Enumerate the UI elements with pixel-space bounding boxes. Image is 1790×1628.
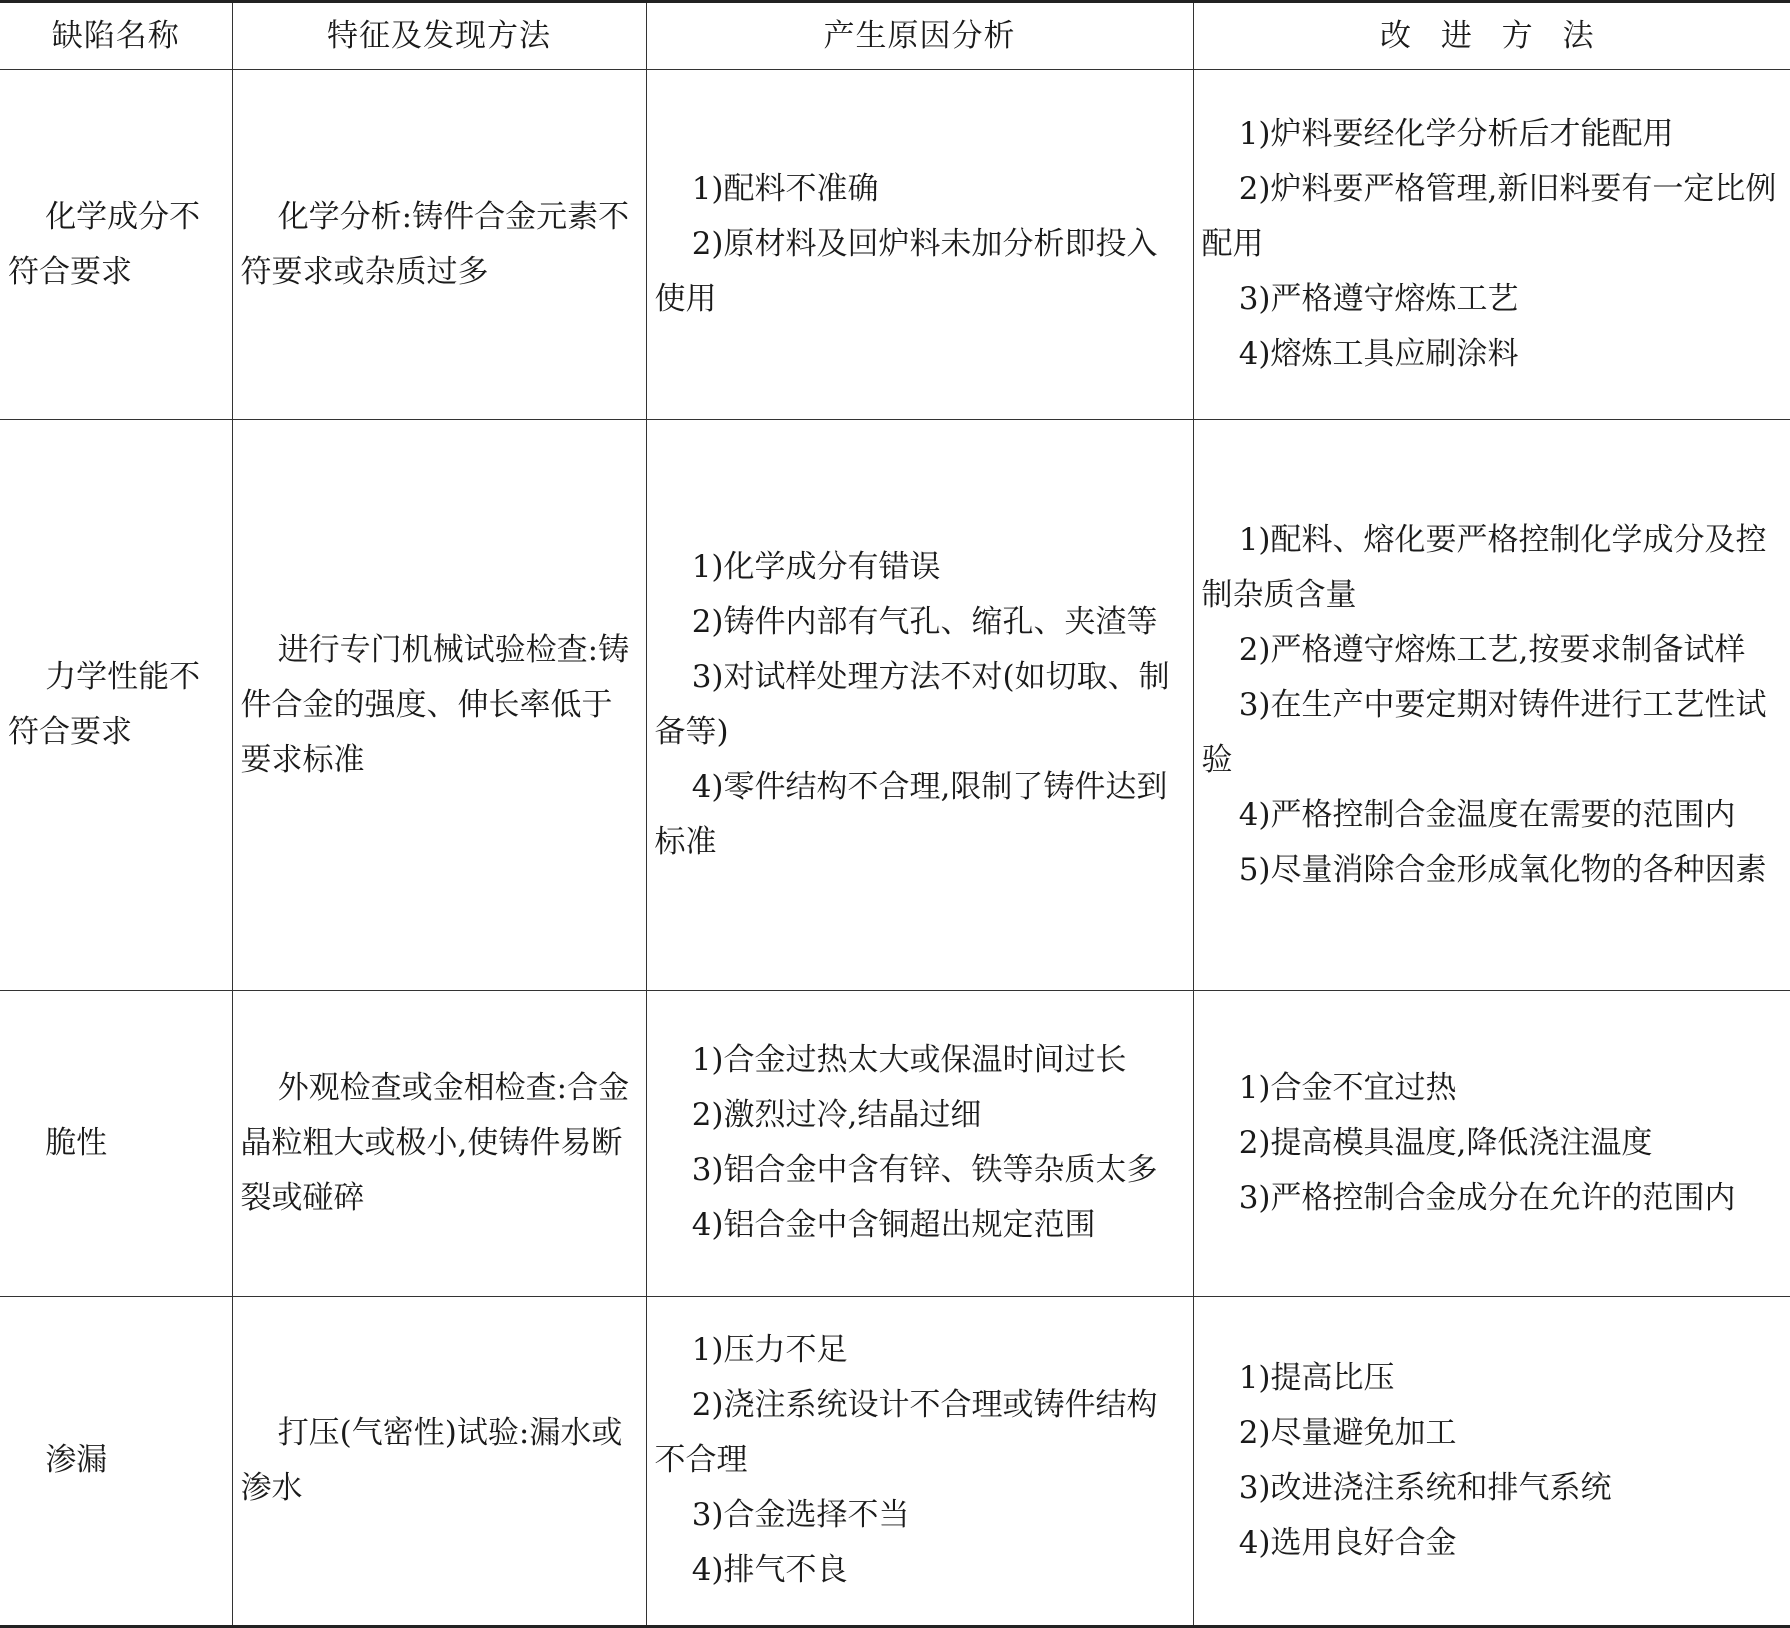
cause-item: 2)原材料及回炉料未加分析即投入使用 xyxy=(654,226,1158,318)
cause-item: 4)排气不良 xyxy=(691,1552,848,1589)
fix-item: 3)严格控制合金成分在允许的范围内 xyxy=(1238,1179,1736,1216)
fix-item: 4)选用良好合金 xyxy=(1238,1524,1457,1561)
fix-item: 1)炉料要经化学分析后才能配用 xyxy=(1238,116,1674,153)
fix-item: 3)在生产中要定期对铸件进行工艺性试验 xyxy=(1201,686,1767,778)
cause-item: 1)配料不准确 xyxy=(691,171,879,208)
table-row xyxy=(0,70,1790,420)
fix-item: 5)尽量消除合金形成氧化物的各种因素 xyxy=(1238,851,1767,888)
fixes-cell xyxy=(1193,1296,1790,1626)
fix-item: 3)严格遵守熔炼工艺 xyxy=(1238,281,1519,318)
fixes-cell xyxy=(1193,70,1790,420)
defect-name-cell: 渗漏 xyxy=(0,1296,232,1626)
fixes-cell xyxy=(1193,420,1790,991)
causes-cell xyxy=(646,420,1193,991)
fixes-cell xyxy=(1193,991,1790,1296)
cause-item: 1)压力不足 xyxy=(691,1332,848,1369)
cause-item: 1)合金过热太大或保温时间过长 xyxy=(691,1042,1127,1079)
fix-item: 2)尽量避免加工 xyxy=(1238,1414,1457,1451)
fix-item: 2)严格遵守熔炼工艺,按要求制备试样 xyxy=(1238,631,1746,668)
fix-item: 1)合金不宜过热 xyxy=(1238,1069,1457,1106)
header-cause-analysis: 产生原因分析 xyxy=(646,2,1193,70)
defect-name-cell: 化学成分不符合要求 xyxy=(0,70,232,420)
cause-item: 3)对试样处理方法不对(如切取、制备等) xyxy=(654,659,1170,751)
defect-name-cell: 力学性能不符合要求 xyxy=(0,420,232,991)
fix-item: 1)提高比压 xyxy=(1238,1359,1395,1396)
cause-item: 4)铝合金中含铜超出规定范围 xyxy=(691,1207,1096,1244)
features-cell: 进行专门机械试验检查:铸件合金的强度、伸长率低于要求标准 xyxy=(232,420,646,991)
causes-cell xyxy=(646,70,1193,420)
cause-item: 3)合金选择不当 xyxy=(691,1497,910,1534)
cause-item: 1)化学成分有错误 xyxy=(691,549,941,586)
cause-item: 2)激烈过冷,结晶过细 xyxy=(691,1097,982,1134)
features-cell: 化学分析:铸件合金元素不符要求或杂质过多 xyxy=(232,70,646,420)
cause-item: 4)零件结构不合理,限制了铸件达到标准 xyxy=(654,769,1168,861)
cause-item: 2)浇注系统设计不合理或铸件结构不合理 xyxy=(654,1387,1158,1479)
fix-item: 4)熔炼工具应刷涂料 xyxy=(1238,336,1519,373)
table-row xyxy=(0,1296,1790,1626)
defect-name-cell: 脆性 xyxy=(0,991,232,1296)
fix-item: 3)改进浇注系统和排气系统 xyxy=(1238,1469,1612,1506)
causes-cell xyxy=(646,991,1193,1296)
features-cell: 打压(气密性)试验:漏水或渗水 xyxy=(232,1296,646,1626)
cause-item: 2)铸件内部有气孔、缩孔、夹渣等 xyxy=(691,604,1158,641)
header-improvement-methods: 改 进 方 法 xyxy=(1193,2,1790,70)
header-row xyxy=(0,2,1790,70)
causes-cell xyxy=(646,1296,1193,1626)
fix-item: 4)严格控制合金温度在需要的范围内 xyxy=(1238,796,1736,833)
header-defect-name: 缺陷名称 xyxy=(0,2,232,70)
fix-item: 2)提高模具温度,降低浇注温度 xyxy=(1238,1124,1653,1161)
table-row xyxy=(0,991,1790,1296)
fix-item: 1)配料、熔化要严格控制化学成分及控制杂质含量 xyxy=(1201,521,1767,613)
cause-item: 3)铝合金中含有锌、铁等杂质太多 xyxy=(691,1152,1158,1189)
fix-item: 2)炉料要严格管理,新旧料要有一定比例配用 xyxy=(1201,171,1777,263)
table-row xyxy=(0,420,1790,991)
features-cell: 外观检查或金相检查:合金晶粒粗大或极小,使铸件易断裂或碰碎 xyxy=(232,991,646,1296)
header-features-detection: 特征及发现方法 xyxy=(232,2,646,70)
